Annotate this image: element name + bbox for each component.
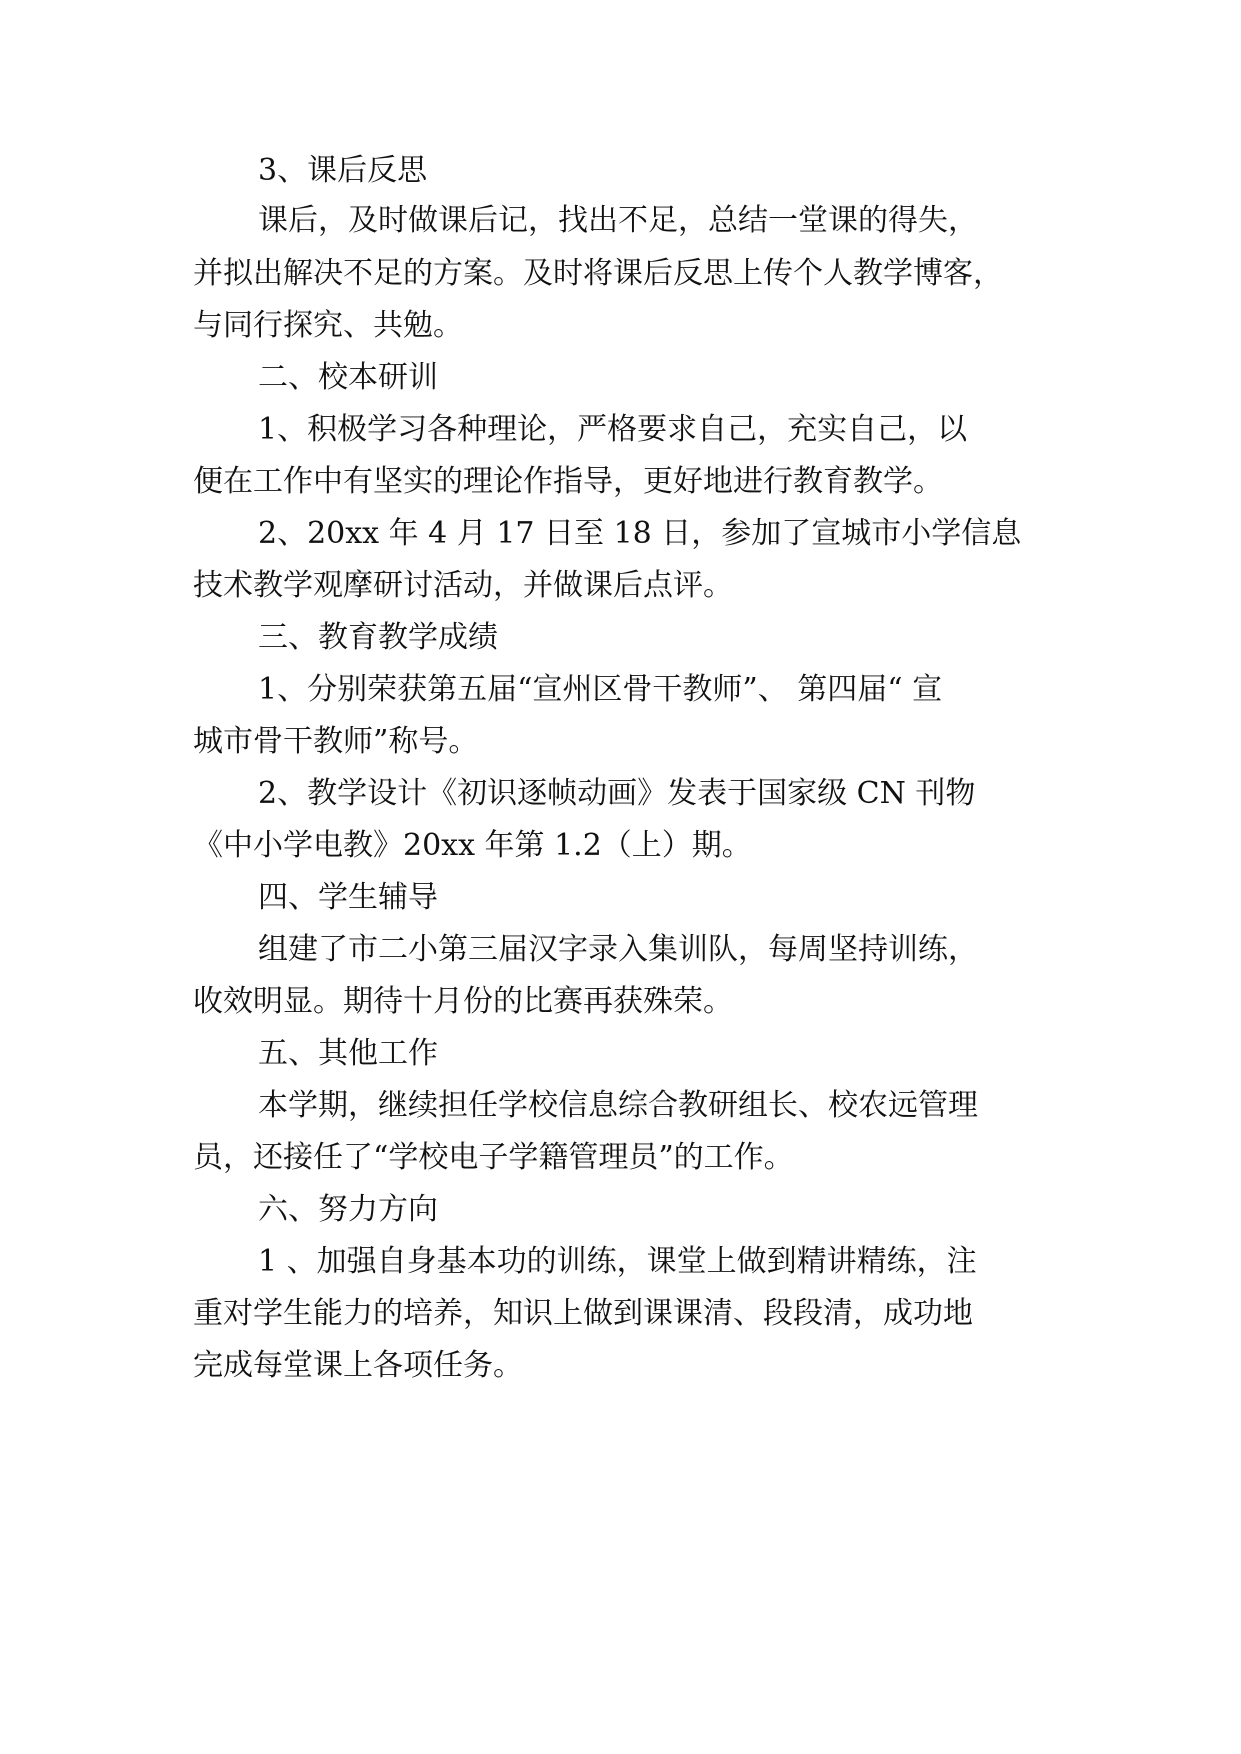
paragraph-line: 并拟出解决不足的方案。及时将课后反思上传个人教学博客， xyxy=(193,256,1003,291)
paragraph-line: 1、分别荣获第五届“宣州区骨干教师”、 第四届“ 宣 xyxy=(258,672,943,707)
section-heading-direction: 六、努力方向 xyxy=(258,1192,438,1227)
paragraph-line: 2、教学设计《初识逐帧动画》发表于国家级 CN 刊物 xyxy=(258,776,976,811)
paragraph-line: 完成每堂课上各项任务。 xyxy=(193,1348,523,1383)
section-heading-student-guidance: 四、学生辅导 xyxy=(258,880,438,915)
paragraph-line: 1、积极学习各种理论，严格要求自己，充实自己，以 xyxy=(258,412,968,447)
paragraph-line: 2、20xx 年 4 月 17 日至 18 日，参加了宣城市小学信息 xyxy=(258,516,1022,551)
paragraph-line: 收效明显。期待十月份的比赛再获殊荣。 xyxy=(193,984,733,1019)
paragraph-line: 与同行探究、共勉。 xyxy=(193,308,463,343)
paragraph-line: 《中小学电教》20xx 年第 1.2（上）期。 xyxy=(193,828,752,863)
paragraph-line: 本学期，继续担任学校信息综合教研组长、校农远管理 xyxy=(258,1088,978,1123)
section-heading-achievements: 三、教育教学成绩 xyxy=(258,620,498,655)
paragraph-line: 便在工作中有坚实的理论作指导，更好地进行教育教学。 xyxy=(193,464,943,499)
section-heading-school-training: 二、校本研训 xyxy=(258,360,438,395)
section-heading-other-work: 五、其他工作 xyxy=(258,1036,438,1071)
paragraph-line: 城市骨干教师”称号。 xyxy=(193,724,479,759)
section-heading-reflection: 3、课后反思 xyxy=(258,153,428,188)
paragraph-line: 1 、加强自身基本功的训练，课堂上做到精讲精练，注 xyxy=(258,1244,977,1279)
paragraph-line: 重对学生能力的培养，知识上做到课课清、段段清，成功地 xyxy=(193,1296,973,1331)
paragraph-line: 员，还接任了“学校电子学籍管理员”的工作。 xyxy=(193,1140,794,1175)
paragraph-line: 课后，及时做课后记，找出不足，总结一堂课的得失， xyxy=(258,203,978,238)
paragraph-line: 技术教学观摩研讨活动，并做课后点评。 xyxy=(193,568,733,603)
paragraph-line: 组建了市二小第三届汉字录入集训队，每周坚持训练， xyxy=(258,932,978,967)
